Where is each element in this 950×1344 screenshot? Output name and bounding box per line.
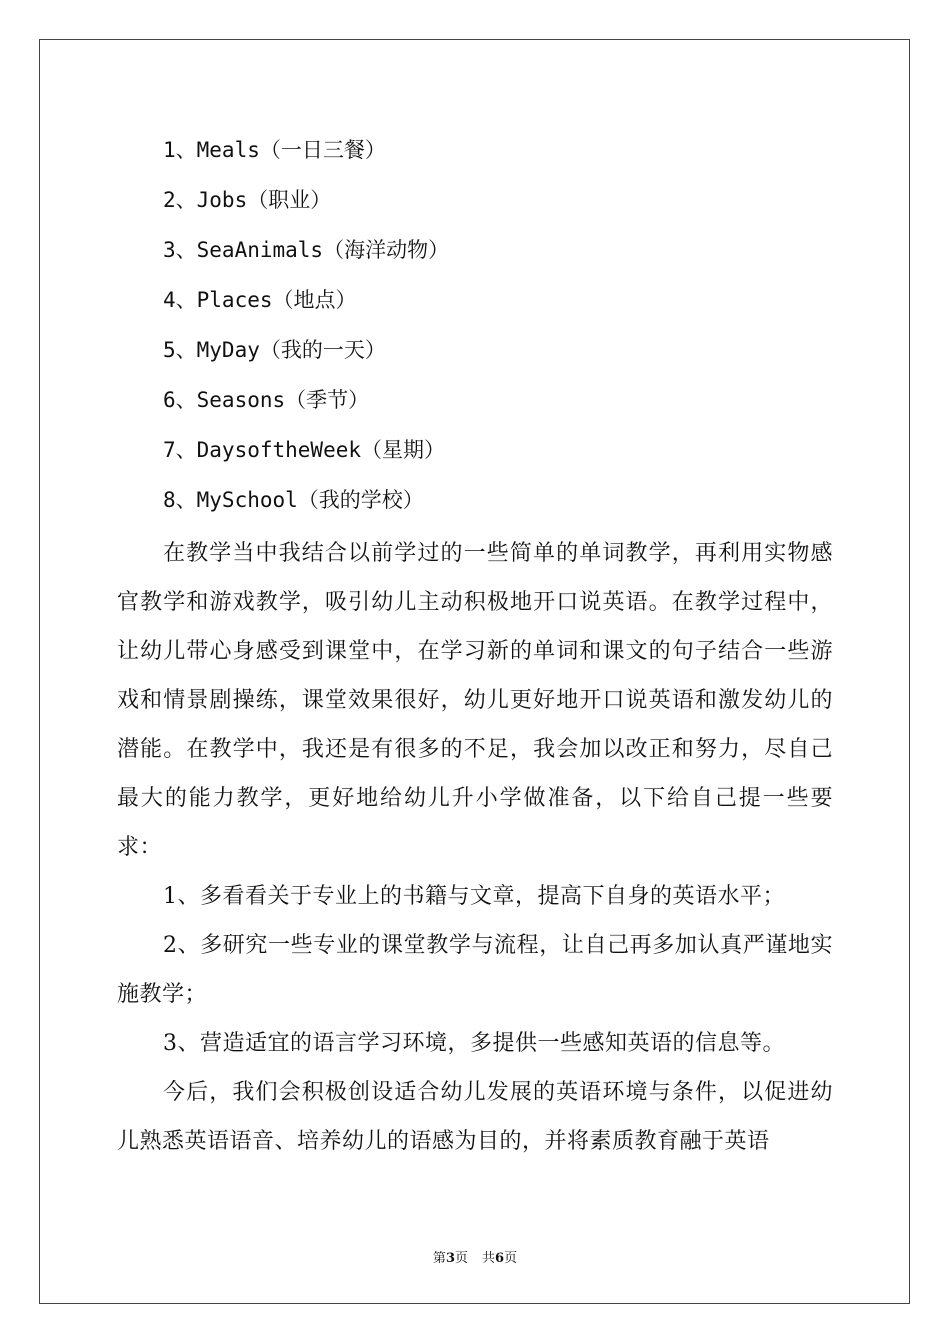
body-paragraph: 在教学当中我结合以前学过的一些简单的单词教学，再利用实物感官教学和游戏教学，吸引幼儿主动积极地开口说英语。在教学过程中，让幼儿带心身感受到课堂中，在学习新的单词和课文的句子结合一些游戏和情景剧操练，课堂效果很好，幼儿更好地开口说英语和激发幼儿的潜能。在教学中，我还是有很多的不足，我会加以改正和努力，尽自己最大的能力教学，更好地给幼儿升小学做准备，以下给自己提一些要求：	[117, 541, 833, 860]
requirement-item: 2、多研究一些专业的课堂教学与流程，让自己再多加认真严谨地实施教学；	[117, 933, 833, 1007]
body-paragraph: 今后，我们会积极创设适合幼儿发展的英语环境与条件，以促进幼儿熟悉英语语音、培养幼儿的语感为目的，并将素质教育融于英语	[117, 1080, 833, 1154]
page-number: 3	[445, 1251, 455, 1266]
page-suffix: 页	[454, 1251, 468, 1266]
topic-list-item: 7、DaysoftheWeek（星期）	[163, 438, 446, 462]
page-footer	[0, 1247, 950, 1266]
page-prefix: 第	[432, 1251, 446, 1266]
topic-list-item: 6、Seasons（季节）	[163, 388, 370, 412]
topic-list-item: 8、MySchool（我的学校）	[163, 488, 424, 512]
topic-list-item: 5、MyDay（我的一天）	[163, 338, 386, 362]
topic-list-item: 1、Meals（一日三餐）	[163, 138, 386, 162]
requirement-item: 1、多看看关于专业上的书籍与文章，提高下自身的英语水平；	[163, 884, 785, 909]
topic-list-item: 3、SeaAnimals（海洋动物）	[163, 238, 450, 262]
topic-list-item: 2、Jobs（职业）	[163, 188, 332, 212]
requirement-item: 3、营造适宜的语言学习环境，多提供一些感知英语的信息等。	[163, 1031, 785, 1056]
document-body	[117, 129, 833, 1166]
total-suffix: 页	[504, 1251, 518, 1266]
total-pages: 6	[495, 1251, 505, 1266]
total-prefix: 共	[482, 1251, 496, 1266]
topic-list-item: 4、Places（地点）	[163, 288, 357, 312]
